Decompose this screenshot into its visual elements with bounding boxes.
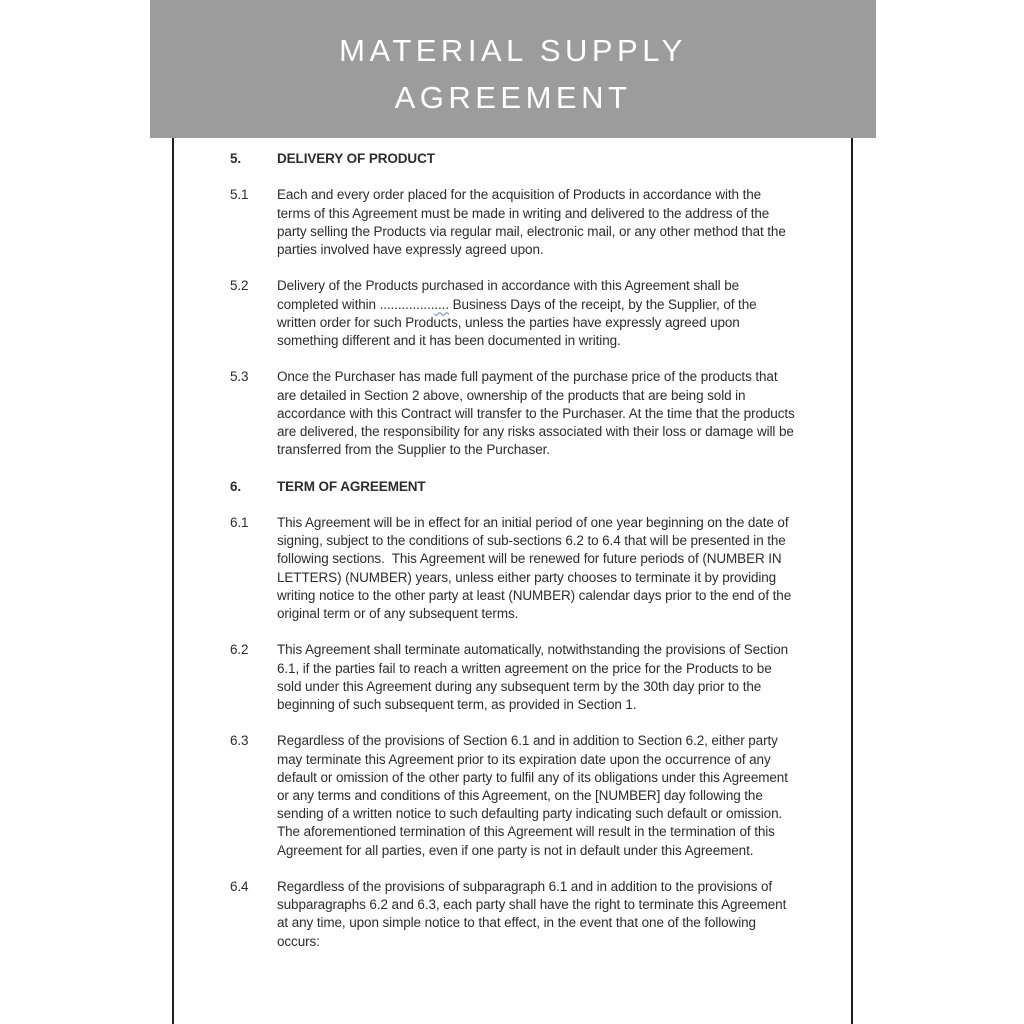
clause-number: 6.2 bbox=[230, 642, 249, 658]
clause-text: Regardless of the provisions of subparagraph 6.1 and in addition to the provisions of subparagraphs 6.2 and 6.3, each party shall have the right to terminate this Agreement at any time, upon simple notice to that effect, in the event that one of the following occurs: bbox=[277, 879, 787, 949]
clause-text-after-blank: Business Days of the receipt, by the Supplier, of the written order for such Products, unless the parties have expressly agreed upon something different and it has been documented in writing. bbox=[277, 296, 757, 348]
fill-in-blank-dots: ............... bbox=[379, 296, 435, 312]
clause-text bbox=[277, 277, 795, 350]
clause-6-4 bbox=[230, 878, 795, 951]
page-border-left bbox=[172, 138, 174, 1024]
clause-number: 5.1 bbox=[230, 187, 249, 203]
clause-5-3 bbox=[230, 368, 795, 459]
clause-6-3 bbox=[230, 732, 795, 859]
clause-text: This Agreement shall terminate automatically, notwithstanding the provisions of Section 6.1, if the parties fail to reach a written agreement on the price for the Products to be sold under this Agreement during any subsequent term by the 30th day prior to the beginning of such subsequent term, as provided in Section 1. bbox=[277, 642, 789, 712]
clause-number: 6.4 bbox=[230, 879, 249, 894]
clause-text: Regardless of the provisions of Section 6.1 and in addition to Section 6.2, either party may terminate this Agreement prior to its expiration date upon the occurrence of any default or omission of the other party to fulfil any of its obligations under this Agreement or any terms and conditions of this Agreement, on the [NUMBER] day following the sending of a written notice to such defaulting party indicating such default or omission. The aforementioned termination of this Agreement will result in the termination of this Agreement for all parties, even if one party is not in default under this Agreement. bbox=[277, 733, 788, 858]
document-page bbox=[230, 150, 795, 969]
section-heading-6 bbox=[230, 478, 795, 496]
page-title-line2: AGREEMENT bbox=[394, 80, 632, 115]
section-number: 5. bbox=[230, 151, 242, 166]
clause-text-before-blank: Delivery of the Products purchased in accordance with this Agreement shall be completed within bbox=[277, 278, 740, 312]
clause-5-1 bbox=[230, 186, 795, 259]
clause-text: Once the Purchaser has made full payment of the purchase price of the products that are detailed in Section 2 above, ownership of the products that are being sold in accordance with this Contract will transfer to the Purchaser. At the time that the products are delivered, the responsibility for any risks associated with their loss or damage will be transferred from the Supplier to the Purchaser. bbox=[277, 369, 795, 458]
clause-number: 6.1 bbox=[230, 514, 249, 530]
section-heading-5 bbox=[230, 150, 795, 168]
clause-6-2 bbox=[230, 641, 795, 714]
clause-text: This Agreement will be in effect for an initial period of one year beginning on the date of signing, subject to the conditions of sub-sections 6.2 to 6.4 that will be presented in the following sections. This Agreement will be renewed for future periods of (NUMBER IN LETTERS) (NUMBER) years, unless either party chooses to terminate it by providing writing notice to the other party at least (NUMBER) calendar days prior to the end of the original term or of any subsequent terms. bbox=[277, 514, 792, 621]
clause-6-1 bbox=[230, 514, 795, 623]
clause-number: 6.3 bbox=[230, 733, 249, 749]
clause-number: 5.3 bbox=[230, 369, 249, 385]
page-border-right bbox=[851, 138, 853, 1024]
clause-text: Each and every order placed for the acquisition of Products in accordance with the terms of this Agreement must be made in writing and delivered to the address of the party selling the Products via regular mail, electronic mail, or any other method that the parties involved have expressly agreed upon. bbox=[277, 187, 786, 257]
section-heading-text: DELIVERY OF PRODUCT bbox=[277, 151, 435, 166]
clause-5-2 bbox=[230, 277, 795, 350]
clause-number: 5.2 bbox=[230, 278, 249, 294]
section-number: 6. bbox=[230, 478, 242, 494]
page-title-line1: MATERIAL SUPPLY bbox=[339, 33, 687, 68]
fill-in-blank-dots-spellcheck-squiggle: .... bbox=[434, 296, 449, 312]
title-banner bbox=[150, 0, 876, 138]
section-heading-text: TERM OF AGREEMENT bbox=[277, 478, 426, 494]
